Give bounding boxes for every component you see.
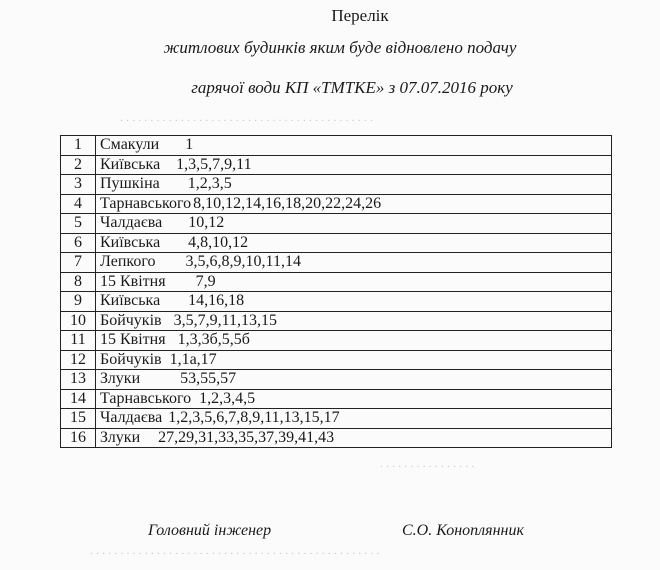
row-address <box>96 233 612 253</box>
row-number: 13 <box>61 370 96 390</box>
table-row <box>61 253 612 273</box>
table-row <box>61 409 612 429</box>
house-numbers: 10,12 <box>188 214 225 232</box>
row-number: 3 <box>61 175 96 195</box>
row-number: 11 <box>61 331 96 351</box>
row-address <box>96 370 612 390</box>
street-name: Київська <box>100 292 161 310</box>
row-address <box>96 428 612 448</box>
house-numbers: 1,2,3,5 <box>187 175 232 193</box>
row-address <box>96 136 612 156</box>
row-number: 5 <box>61 214 96 234</box>
row-number: 4 <box>61 194 96 214</box>
row-number: 8 <box>61 272 96 292</box>
house-numbers: 1,3,5,7,9,11 <box>176 155 252 173</box>
row-address <box>96 214 612 234</box>
street-name: Злуки <box>100 428 141 446</box>
street-name: Бойчуків <box>100 311 162 329</box>
document-title: Перелік <box>331 6 389 25</box>
street-name: 15 Квітня <box>100 272 166 290</box>
row-address <box>96 331 612 351</box>
table-row <box>61 214 612 234</box>
house-numbers: 1,3,3б,5,5б <box>177 331 250 349</box>
house-numbers: 53,55,57 <box>180 370 237 388</box>
row-number: 7 <box>61 253 96 273</box>
street-name: Смакули <box>100 136 160 154</box>
street-name: Пушкіна <box>100 175 160 193</box>
street-name: Бойчуків <box>100 350 162 368</box>
row-number: 12 <box>61 350 96 370</box>
signature-name: С.О. Коноплянник <box>402 522 524 539</box>
row-number: 6 <box>61 233 96 253</box>
row-address <box>96 409 612 429</box>
row-number: 15 <box>61 409 96 429</box>
table-row <box>61 370 612 390</box>
street-name: Чалдаєва <box>100 214 163 232</box>
buildings-table <box>60 135 612 448</box>
house-numbers: 7,9 <box>195 272 216 290</box>
document-subtitle: житлових будинків яким буде відновлено подачу <box>163 38 517 57</box>
house-numbers: 1 <box>185 136 194 154</box>
row-address <box>96 292 612 312</box>
street-name: Київська <box>100 233 161 251</box>
house-numbers: 1,2,3,4,5 <box>199 389 256 407</box>
row-number: 10 <box>61 311 96 331</box>
row-address <box>96 175 612 195</box>
row-number: 2 <box>61 155 96 175</box>
house-numbers: 3,5,7,9,11,13,15 <box>173 311 277 329</box>
row-address <box>96 272 612 292</box>
table-row <box>61 272 612 292</box>
table-row <box>61 136 612 156</box>
row-number: 14 <box>61 389 96 409</box>
house-numbers: 14,16,18 <box>188 292 245 310</box>
bleed-through-text: . . . . . . . . . . . . . . . . . . . . . . . . . . . . . . . . . . . . . . . . . . . . . . . . <box>90 545 380 557</box>
table-row <box>61 428 612 448</box>
street-name: Чалдаєва <box>100 409 163 427</box>
house-numbers: 1,2,3,5,6,7,8,9,11,13,15,17 <box>168 409 340 427</box>
house-numbers: 3,5,6,8,9,10,11,14 <box>185 253 301 271</box>
table-row <box>61 350 612 370</box>
signature-position: Головний інженер <box>148 522 272 539</box>
table-row <box>61 389 612 409</box>
street-name: Київська <box>100 155 161 173</box>
street-name: Тарнавського <box>100 389 192 407</box>
table-row <box>61 155 612 175</box>
house-numbers: 1,1а,17 <box>169 350 217 368</box>
table-row <box>61 175 612 195</box>
house-numbers: 4,8,10,12 <box>188 233 249 251</box>
row-address <box>96 389 612 409</box>
street-name: 15 Квітня <box>100 331 166 349</box>
house-numbers: 27,29,31,33,35,37,39,41,43 <box>158 428 335 446</box>
table-row <box>61 331 612 351</box>
bleed-through-text: . . . . . . . . . . . . . . . . <box>380 458 475 470</box>
document-subtitle-date: гарячої води КП «ТМТКЕ» з 07.07.2016 року <box>191 78 513 97</box>
table-row <box>61 233 612 253</box>
street-name: Тарнавського <box>100 194 192 212</box>
table-row <box>61 194 612 214</box>
row-address <box>96 155 612 175</box>
table-row <box>61 292 612 312</box>
table-row <box>61 311 612 331</box>
row-address <box>96 253 612 273</box>
row-number: 16 <box>61 428 96 448</box>
row-address <box>96 350 612 370</box>
row-number: 9 <box>61 292 96 312</box>
row-number: 1 <box>61 136 96 156</box>
street-name: Лепкого <box>100 253 156 271</box>
house-numbers: 8,10,12,14,16,18,20,22,24,26 <box>193 194 382 212</box>
street-name: Злуки <box>100 370 141 388</box>
bleed-through-text: . . . . . . . . . . . . . . . . . . . . . . . . . . . . . . . . . . . . . . . . . . <box>120 112 374 124</box>
row-address <box>96 194 612 214</box>
row-address <box>96 311 612 331</box>
